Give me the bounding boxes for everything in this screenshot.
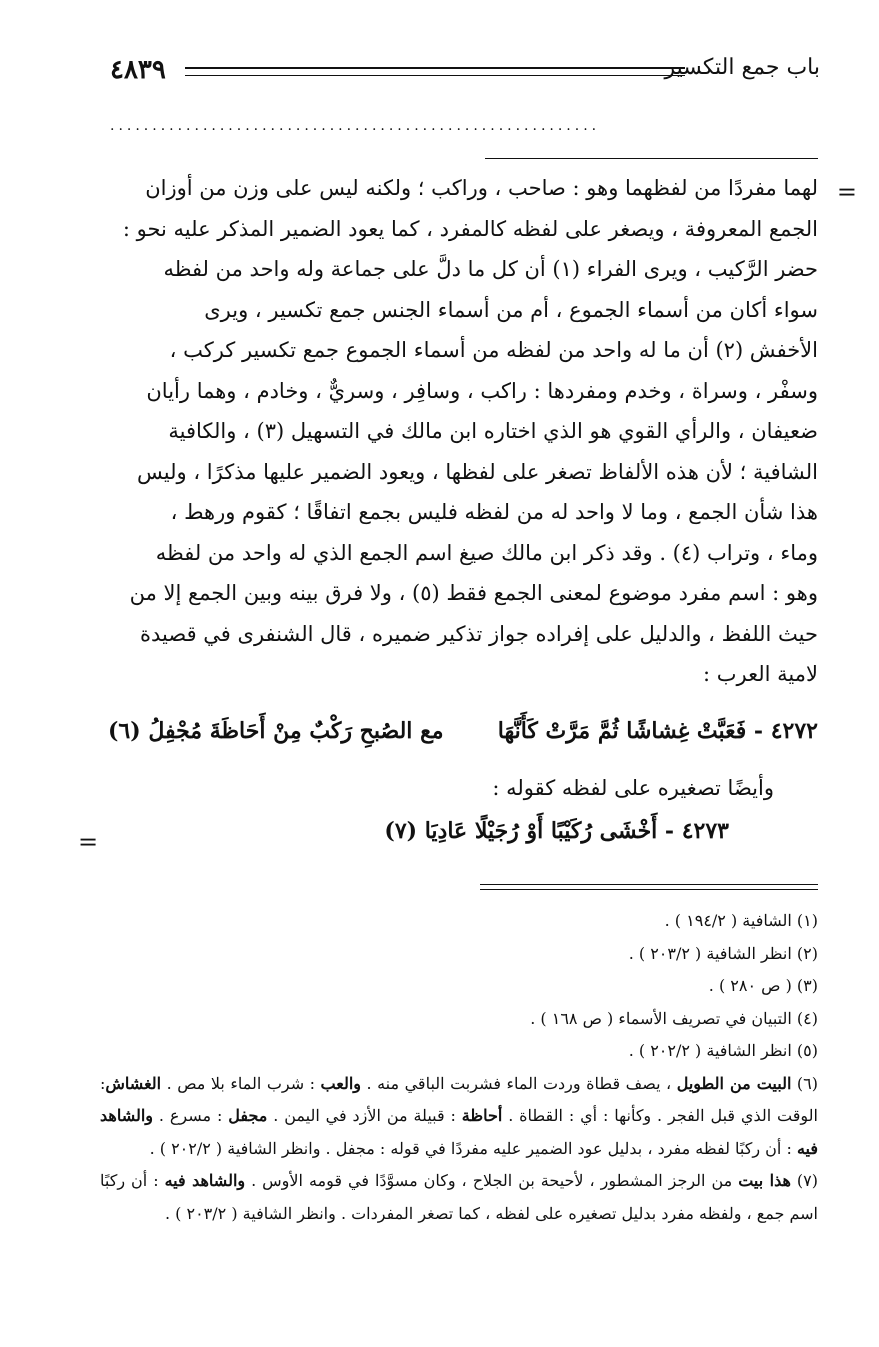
main-text <box>108 168 818 695</box>
text-line: هذا شأن الجمع ، وما لا واحد له من لفظه فليس بجمع اتفاقًا ؛ كقوم ورهط ، <box>170 500 818 524</box>
footnote-bold: مجفل <box>228 1106 268 1125</box>
dotted-separator: .......................................................... <box>110 118 601 134</box>
footnote-bold: والعب <box>320 1073 362 1093</box>
footnote-text: : قبيلة من الأزد في اليمن . <box>267 1106 462 1125</box>
text-line: وسفْر ، وسراة ، وخدم ومفردها : راكب ، وسافِر ، وسريٌّ ، وخادم ، وهما رأيان <box>146 378 818 403</box>
continuation-mark: = <box>836 178 857 206</box>
text-line: لامية العرب : <box>703 662 818 686</box>
footnote-4: (٤) التبيان في تصريف الأسماء ( ص ١٦٨ ) . <box>530 1008 818 1028</box>
footnote-3: (٣) ( ص ٢٨٠ ) . <box>708 976 818 995</box>
footnote-text: ، يصف قطاة وردت الماء فشربت الباقي منه . <box>361 1073 677 1093</box>
footnote-1: (١) الشافية ( ١٩٤/٢ ) . <box>664 911 818 930</box>
chapter-title: باب جمع التكسير <box>664 55 820 80</box>
footnote-bold: هذا بيت <box>738 1171 791 1190</box>
transition-text: وأيضًا تصغيره على لفظه كقوله : <box>492 776 774 800</box>
footnote-bold: والشاهد فيه <box>100 1106 818 1158</box>
footnote-bold: أحاظة <box>461 1106 503 1125</box>
footnote-rule-second <box>480 889 818 890</box>
continuation-mark-verse: = <box>78 828 99 856</box>
footnote-6 <box>100 1068 818 1166</box>
header-rule <box>185 67 685 69</box>
footnote-number: (٦) <box>796 1073 819 1093</box>
text-line: ضعيفان ، والرأي القوي هو الذي اختاره ابن مالك في التسهيل (٣) ، والكافية <box>168 419 818 443</box>
footnote-7 <box>100 1165 818 1230</box>
footnote-text: من الرجز المشطور ، لأحيحة بن الجلاح ، وكان مسوَّدًا في قومه الأوس . <box>245 1171 739 1190</box>
verse-second-hemistich: مع الصُبحِ رَكْبٌ مِنْ أَحَاظَةَ مُجْفِلُ (٦) <box>108 718 444 744</box>
text-line: وهو : اسم مفرد موضوع لمعنى الجمع فقط (٥) ، ولا فرق بينه وبين الجمع إلا من <box>129 581 818 605</box>
poem-verse-4273: ٤٢٧٣ - أَخْشَى رُكَيْبًا أَوْ رُجَيْلًا عَادِيَا (٧) <box>384 818 729 844</box>
text-line: الشافية ؛ لأن هذه الألفاظ تصغر على لفظها ، ويعود الضمير عليها مذكرًا ، وليس <box>137 459 818 484</box>
footnote-text: : الوقت الذي قبل الفجر . وكأنها : أي : القطاة . <box>100 1073 819 1125</box>
footnote-text: : أن ركبًا اسم جمع ، ولفظه مفرد بدليل تصغيره على لفظه ، كما تصغر المفردات . وانظر الشافية ( ٢٠٣/٢ ) . <box>100 1171 818 1223</box>
footnote-bold: والشاهد فيه <box>164 1171 246 1190</box>
verse-first-hemistich: ٤٢٧٢ - فَعَبَّتْ غِشاشًا ثُمَّ مَرَّتْ كَأَنَّهَا <box>497 718 818 744</box>
footnote-bold: البيت من الطويل <box>676 1073 792 1093</box>
footnote-bold: الغشاش <box>105 1073 162 1093</box>
footnote-number: (٧) <box>796 1171 818 1190</box>
footnote-rule <box>480 884 818 885</box>
text-line: وماء ، وتراب (٤) . وقد ذكر ابن مالك صيغ اسم الجمع الذي له واحد من لفظه <box>155 540 818 565</box>
footnotes <box>100 905 818 1230</box>
text-line: لهما مفردًا من لفظهما وهو : صاحب ، وراكب ؛ ولكنه ليس على وزن من أوزان <box>145 176 818 200</box>
text-line: سواء أكان من أسماء الجموع ، أم من أسماء الجنس جمع تكسير ، ويرى <box>204 297 818 322</box>
footnote-text: : شرب الماء بلا مص . <box>161 1073 321 1093</box>
page-number: ٤٨٣٩ <box>110 55 166 85</box>
footnote-2: (٢) انظر الشافية ( ٢٠٣/٢ ) . <box>628 943 818 963</box>
page-header <box>110 55 820 95</box>
section-rule <box>485 158 818 159</box>
text-line: الأخفش (٢) أن ما له واحد من لفظه من أسماء الجموع جمع تكسير كركب ، <box>169 338 818 362</box>
footnote-text: : أن ركبًا لفظه مفرد ، بدليل عود الضمير عليه مفردًا في قوله : مجفل . وانظر الشافية ( ٢٠٢/٢ ) . <box>149 1138 797 1158</box>
footnote-5: (٥) انظر الشافية ( ٢٠٢/٢ ) . <box>628 1041 818 1060</box>
text-line: الجمع المعروفة ، ويصغر على لفظه كالمفرد ، كما يعود الضمير المذكر عليه نحو : <box>122 216 818 241</box>
text-line: حضر الرَّكيب ، ويرى الفراء (١) أن كل ما دلَّ على جماعة وله واحد من لفظه <box>163 257 818 281</box>
text-line: حيث اللفظ ، والدليل على إفراده جواز تذكير ضميره ، قال الشنفرى في قصيدة <box>140 621 818 646</box>
footnote-text: : مسرع . <box>153 1106 229 1125</box>
header-rule-thin <box>185 75 685 76</box>
